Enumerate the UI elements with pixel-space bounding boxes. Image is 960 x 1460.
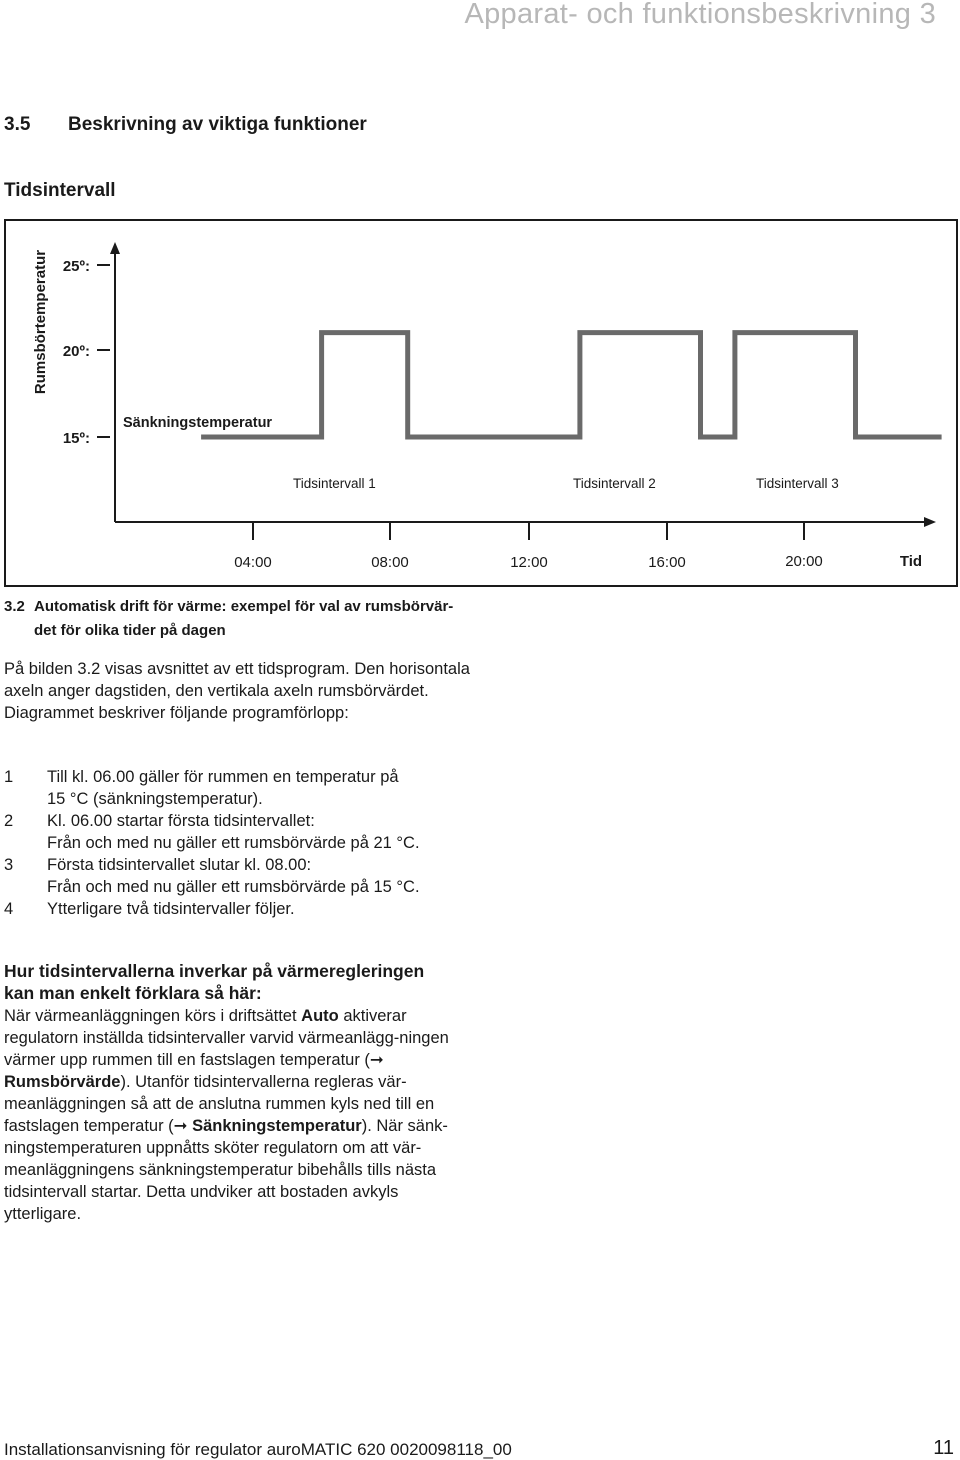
setpoint-series-line [201, 333, 942, 437]
howto-text-4: ). När sänk-ningstemperaturen uppnåtts sköter regulatorn om att vär-meanläggningens sänkningstemperatur bibehålls tills nästa tidsintervall startar. Detta undviker att bostaden avkyls ytterligare. [4, 1117, 448, 1223]
list-item [4, 898, 484, 920]
y-label-20: 20º: [62, 343, 90, 360]
list-item [4, 766, 484, 810]
caption-line-2: det för olika tider på dagen [34, 622, 226, 639]
footer-document-title: Installationsanvisning för regulator auroMATIC 620 0020098118_00 [4, 1440, 512, 1459]
howto-text-3: ). Utanför tidsintervallerna regleras vär-meanläggningen så att de anslutna rummen kyls ned till en fastslagen temperatur ( [4, 1073, 435, 1135]
step-line-1: Kl. 06.00 startar första tidsintervallet: [47, 812, 315, 830]
x-label-1200: 12:00 [510, 554, 548, 571]
setback-label: Sänkningstemperatur [123, 415, 273, 431]
arrow-right-icon: ➞ [369, 1051, 384, 1069]
howto-paragraph [4, 1005, 474, 1225]
x-axis-title: Tid [899, 553, 923, 570]
term-rumsborvarde: Rumsbörvärde [4, 1073, 121, 1091]
x-label-1600: 16:00 [648, 554, 686, 571]
howto-heading-line-1: Hur tidsintervallerna inverkar på värmeregleringen [4, 961, 425, 981]
step-line-2: Från och med nu gäller ett rumsbörvärde på 21 °C. [47, 834, 420, 852]
step-number: 1 [4, 768, 14, 786]
step-number: 4 [4, 900, 14, 918]
step-line-2: 15 °C (sänkningstemperatur). [47, 790, 263, 808]
list-item [4, 810, 484, 854]
interval-label-3: Tidsintervall 3 [756, 476, 839, 491]
step-line-1: Till kl. 06.00 gäller för rummen en temperatur på [47, 768, 399, 786]
x-label-0800: 08:00 [371, 554, 409, 571]
x-label-0400: 04:00 [234, 554, 272, 571]
howto-heading [4, 960, 484, 1004]
y-axis-arrow [110, 242, 120, 254]
mode-auto-term: Auto [301, 1007, 339, 1025]
footer-page-number: 11 [933, 1437, 954, 1459]
howto-text-2: aktiverar regulatorn inställda tidsintervaller varvid värmeanlägg-ningen värmer upp rummen till en fastslagen temperatur ( [4, 1007, 449, 1069]
section-title: Beskrivning av viktiga funktioner [68, 114, 367, 135]
step-number: 2 [4, 812, 14, 830]
list-item [4, 854, 484, 898]
y-label-25: 25º: [62, 258, 90, 275]
term-sankningstemperatur: Sänkningstemperatur [192, 1117, 362, 1135]
step-line-2: Från och med nu gäller ett rumsbörvärde på 15 °C. [47, 878, 420, 896]
figure-caption [4, 595, 484, 643]
howto-text-1: När värmeanläggningen körs i driftsättet [4, 1007, 302, 1025]
step-number: 3 [4, 856, 14, 874]
step-line-1: Ytterligare två tidsintervaller följer. [47, 900, 295, 918]
howto-heading-line-2: kan man enkelt förklara så här: [4, 983, 262, 1003]
y-axis-title: Rumsbörtemperatur [32, 249, 49, 395]
x-axis-arrow [924, 517, 936, 527]
caption-line-1: Automatisk drift för värme: exempel för val av rumsbörvär- [34, 598, 454, 615]
interval-label-1: Tidsintervall 1 [293, 476, 376, 491]
subsection-heading: Tidsintervall [4, 180, 116, 201]
time-interval-chart [0, 0, 960, 600]
arrow-right-icon: ➞ [173, 1117, 188, 1135]
running-header: Apparat- och funktionsbeskrivning 3 [464, 0, 936, 30]
intro-paragraph: På bilden 3.2 visas avsnittet av ett tidsprogram. Den horisontala axeln anger dagstiden, den vertikala axeln rumsbörvärdet. Diagrammet beskriver följande programförlopp: [4, 660, 470, 722]
program-steps-list [4, 766, 484, 920]
caption-number: 3.2 [4, 598, 25, 615]
step-line-1: Första tidsintervallet slutar kl. 08.00: [47, 856, 312, 874]
section-number: 3.5 [4, 114, 31, 135]
interval-label-2: Tidsintervall 2 [573, 476, 656, 491]
y-label-15: 15º: [62, 430, 90, 447]
x-label-2000: 20:00 [785, 553, 823, 570]
